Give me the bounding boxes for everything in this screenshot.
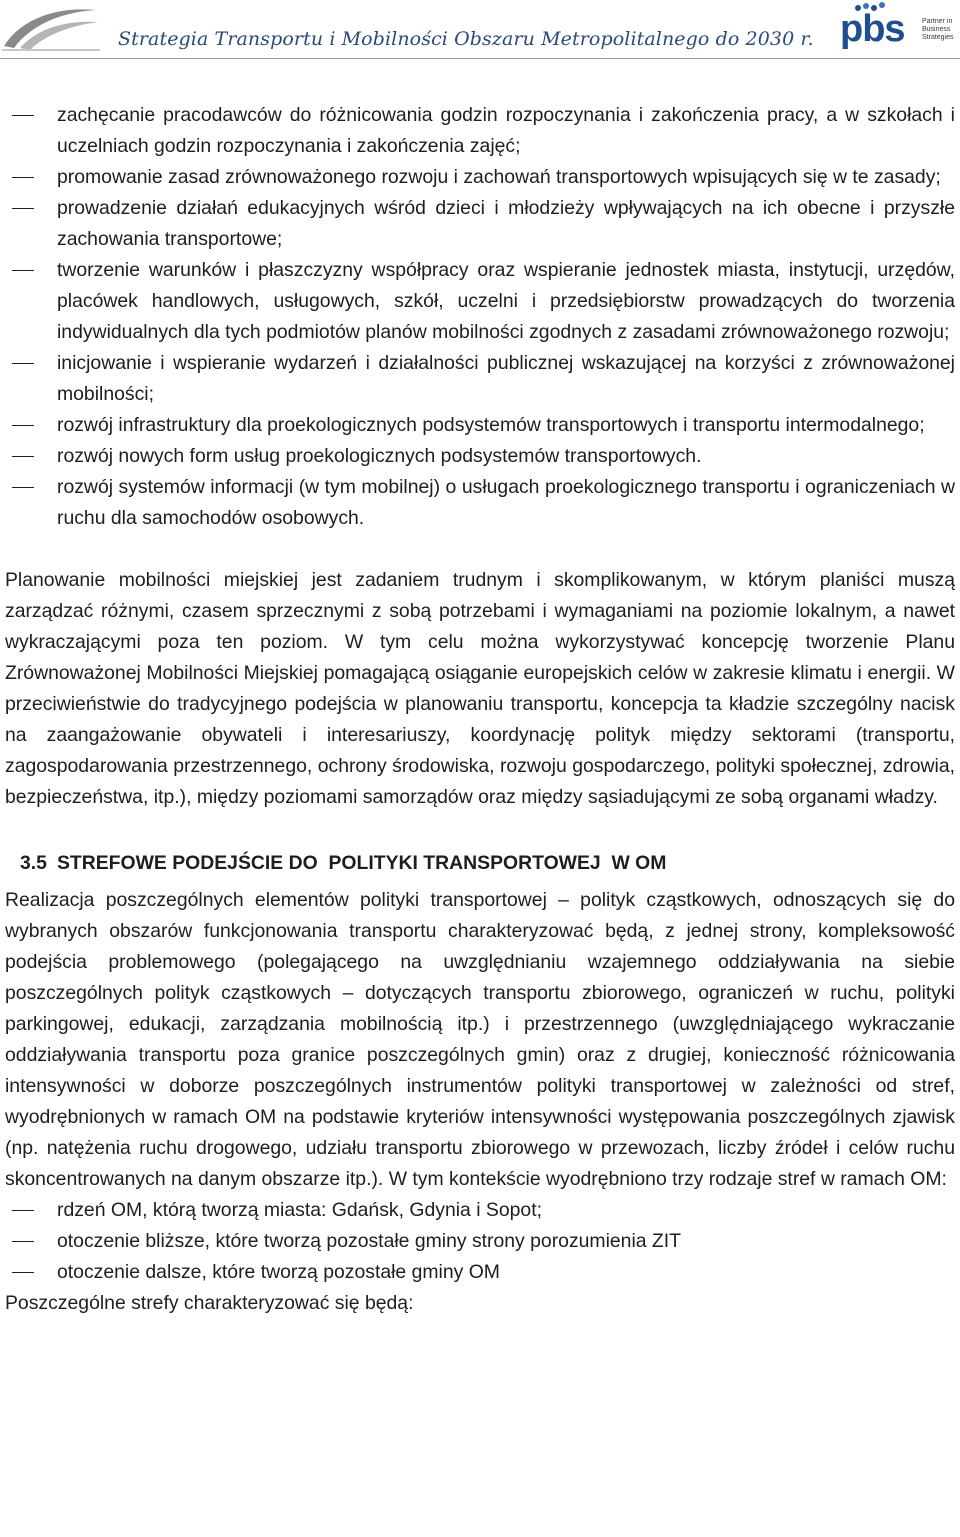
dash-bullet-icon xyxy=(12,363,34,364)
list-item: zachęcanie pracodawców do różnicowania godzin rozpoczynania i zakończenia pracy, a w szkołach i uczelniach godzin rozpoczynania i zakończenia zajęć; xyxy=(0,100,960,162)
zones-list xyxy=(0,1195,960,1288)
dash-bullet-icon xyxy=(12,270,34,271)
swoosh-logo-icon xyxy=(0,0,104,52)
paragraph-zonal-approach: Realizacja poszczególnych elementów polityki transportowej – polityk cząstkowych, odnoszących się do wybranych obszarów funkcjonowania transportu charakteryzować będą, z jednej strony, kompleksowość podejścia problemowego (polegającego na uwzględnianiu wzajemnego oddziaływania na siebie poszczególnych polityk cząstkowych – dotyczących transportu zbiorowego, ograniczeń w ruchu, polityki parkingowej, edukacji, zarządzania mobilnością itp.) i przestrzennego (uwzględniającego wykraczanie oddziaływania transportu poza granice poszczególnych gmin) oraz z drugiej, konieczność różnicowania intensywności w doborze poszczególnych instrumentów polityki transportowej w zależności od stref, wyodrębnionych w ramach OM na podstawie kryteriów intensywności występowania poszczególnych zjawisk (np. natężenia ruchu drogowego, udziału transportu zbiorowego w przewozach, liczby źródeł i celów ruchu skoncentrowanych na danym obszarze itp.). W tym kontekście wyodrębniono trzy rodzaje stref w ramach OM: xyxy=(5,889,955,1190)
pbs-brand: pbs xyxy=(840,8,905,50)
dash-bullet-icon xyxy=(12,177,34,178)
dash-bullet-icon xyxy=(12,456,34,457)
dash-bullet-icon xyxy=(12,1272,34,1273)
dash-bullet-icon xyxy=(12,425,34,426)
dash-bullet-icon xyxy=(12,115,34,116)
measures-list xyxy=(0,100,960,534)
pbs-tagline: Partner in Business Strategies xyxy=(922,18,954,41)
list-item: promowanie zasad zrównoważonego rozwoju i zachowań transportowych wpisujących się w te zasady; xyxy=(0,162,960,193)
list-item: rozwój nowych form usług proekologicznych podsystemów transportowych. xyxy=(0,441,960,472)
list-item: otoczenie bliższe, które tworzą pozostałe gminy strony porozumienia ZIT xyxy=(0,1226,960,1257)
dash-bullet-icon xyxy=(12,1241,34,1242)
closing-line: Poszczególne strefy charakteryzować się będą: xyxy=(5,1292,414,1314)
section-heading xyxy=(0,841,960,885)
document-body xyxy=(0,100,960,1319)
dash-bullet-icon xyxy=(12,1210,34,1211)
pbs-logo xyxy=(840,2,958,56)
list-item: rozwój systemów informacji (w tym mobilnej) o usługach proekologicznego transportu i ograniczeniach w ruchu dla samochodów osobowych. xyxy=(0,472,960,534)
section-title: STREFOWE PODEJŚCIE DO POLITYKI TRANSPORTOWEJ W OM xyxy=(56,851,667,874)
list-item: rdzeń OM, którą tworzą miasta: Gdańsk, Gdynia i Sopot; xyxy=(0,1195,960,1226)
list-item: prowadzenie działań edukacyjnych wśród dzieci i młodzieży wpływających na ich obecne i przyszłe zachowania transportowe; xyxy=(0,193,960,255)
dash-bullet-icon xyxy=(12,208,34,209)
list-item: inicjowanie i wspieranie wydarzeń i działalności publicznej wskazującej na korzyści z zrównoważonej mobilności; xyxy=(0,348,960,410)
section-number: 3.5 xyxy=(20,851,47,874)
dash-bullet-icon xyxy=(12,487,34,488)
document-title: Strategia Transportu i Mobilności Obszaru Metropolitalnego do 2030 r. xyxy=(118,28,814,50)
paragraph-mobility-planning: Planowanie mobilności miejskiej jest zadaniem trudnym i skomplikowanym, w którym planiści muszą zarządzać różnymi, czasem sprzecznymi z sobą potrzebami i wymaganiami na poziomie lokalnym, a nawet wykraczającymi poza ten poziom. W tym celu można wykorzystywać koncepcję tworzenie Planu Zrównoważonej Mobilności Miejskiej pomagającą osiąganie europejskich celów w zakresie klimatu i energii. W przeciwieństwie do tradycyjnego podejścia w planowaniu transportu, koncepcja ta kładzie szczególny nacisk na zaangażowanie obywateli i interesariuszy, koordynację polityk między sektorami (transportu, zagospodarowania przestrzennego, ochrony środowiska, rozwoju gospodarczego, polityki społecznej, zdrowia, bezpieczeństwa, itp.), między poziomami samorządów oraz między sąsiadującymi ze sobą organami władzy. xyxy=(5,569,955,808)
list-item: rozwój infrastruktury dla proekologicznych podsystemów transportowych i transportu intermodalnego; xyxy=(0,410,960,441)
list-item: otoczenie dalsze, które tworzą pozostałe gminy OM xyxy=(0,1257,960,1288)
list-item: tworzenie warunków i płaszczyzny współpracy oraz wspieranie jednostek miasta, instytucji, urzędów, placówek handlowych, usługowych, szkół, uczelni i przedsiębiorstw prowadzących do tworzenia indywidualnych dla tych podmiotów planów mobilności zgodnych z zasadami zrównoważonego rozwoju; xyxy=(0,255,960,348)
page-header xyxy=(0,0,960,59)
